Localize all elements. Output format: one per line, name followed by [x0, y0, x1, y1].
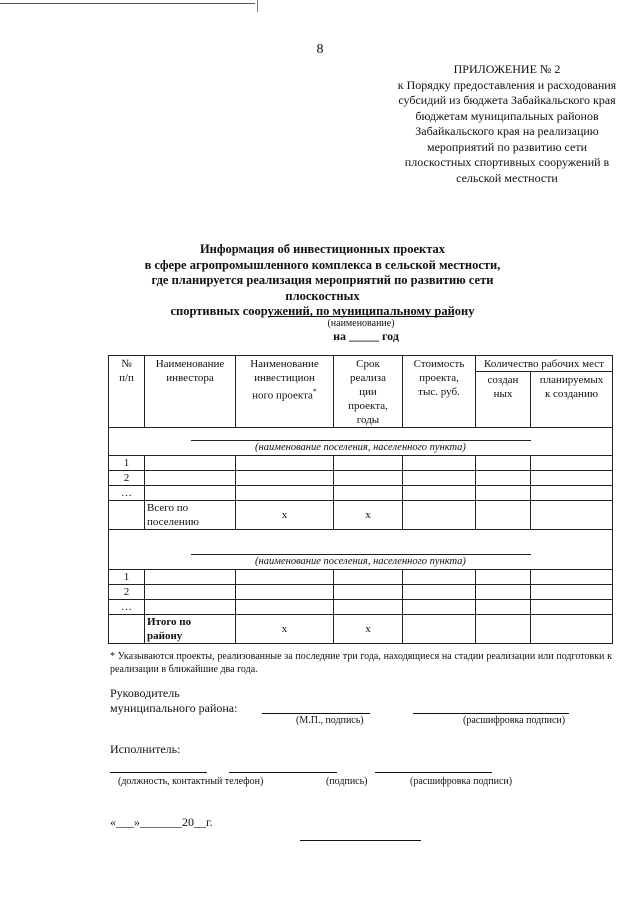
title-line: спортивных сооружений, по муниципальному району	[170, 304, 475, 318]
appendix-header	[372, 62, 640, 186]
settlement-section-header	[109, 428, 613, 456]
district-name-caption: (наименование)	[327, 318, 395, 329]
top-border-line	[0, 3, 255, 4]
title-line: в сфере агропромышленного комплекса в сельской местности,	[144, 257, 501, 272]
position-caption: (должность, контактный телефон)	[118, 776, 264, 787]
decode-caption: (расшифровка подписи)	[463, 715, 566, 726]
header-jobs-created: создан ных	[476, 372, 531, 428]
table-row: 2	[109, 471, 613, 486]
head-decode-line	[413, 713, 569, 714]
head-label-1: Руководитель	[110, 686, 180, 700]
appendix-title: ПРИЛОЖЕНИЕ № 2	[453, 62, 561, 76]
x-mark: x	[334, 615, 403, 644]
header-jobs: Количество рабочих мест	[476, 356, 613, 372]
header-cost: Стоимость проекта, тыс. руб.	[403, 356, 476, 428]
appendix-line: субсидий из бюджета Забайкальского края	[398, 93, 616, 107]
total-row	[109, 615, 613, 644]
executor-signature-line	[229, 772, 337, 773]
appendix-line: к Порядку предоставления и расходования	[397, 77, 617, 92]
x-mark: x	[236, 615, 334, 644]
header-num: № п/п	[109, 356, 145, 428]
appendix-line: Забайкальского края на реализацию	[415, 124, 599, 138]
executor-label: Исполнитель:	[110, 742, 181, 756]
year-line: на _____ год	[333, 329, 399, 343]
total-label: Итого по району	[145, 615, 236, 644]
decode-caption-2: (расшифровка подписи)	[410, 776, 513, 787]
header-project: Наименование инвестицион ного проекта*	[236, 356, 334, 428]
appendix-line: бюджетам муниципальных районов	[415, 108, 599, 123]
table-row: 1	[109, 456, 613, 471]
table-row: …	[109, 600, 613, 615]
x-mark: x	[236, 501, 334, 530]
title-line: где планируется реализация мероприятий по развитию сети плоскостных	[151, 273, 494, 303]
subtotal-row	[109, 501, 613, 530]
x-mark: x	[334, 501, 403, 530]
appendix-line: сельской местности	[456, 170, 558, 185]
district-name-line	[268, 316, 454, 317]
header-jobs-planned: планируемых к созданию	[531, 372, 613, 428]
header-term: Срок реализа ции проекта, годы	[334, 356, 403, 428]
date-line: «___»_______20__г.	[110, 815, 213, 829]
executor-decode-line	[375, 772, 492, 773]
settlement-caption: (наименование поселения, населенного пункта)	[255, 442, 466, 453]
head-label-2: муниципального района:	[110, 701, 238, 715]
position-line	[110, 772, 207, 773]
table-row: 1	[109, 570, 613, 585]
title-line: Информация об инвестиционных проектах	[199, 242, 446, 256]
footnote: * Указываются проекты, реализованные за последние три года, находящиеся на стадии реализации или подготовки к реализации в ближайшие два года.	[110, 651, 612, 675]
appendix-line: плоскостных спортивных сооружений в	[404, 155, 610, 169]
appendix-line: мероприятий по развитию сети	[426, 139, 588, 154]
projects-table	[108, 355, 613, 644]
sign-caption: (подпись)	[326, 776, 368, 787]
settlement-section-header	[109, 530, 613, 570]
document-title	[120, 242, 525, 320]
table-row: …	[109, 486, 613, 501]
subtotal-label: Всего по поселению	[145, 501, 236, 530]
top-tick-mark	[257, 0, 258, 12]
stamp-caption: (М.П., подпись)	[296, 715, 364, 726]
bottom-rule	[300, 840, 421, 841]
table-row: 2	[109, 585, 613, 600]
settlement-caption: (наименование поселения, населенного пункта)	[255, 556, 466, 567]
header-investor: Наименование инвестора	[145, 356, 236, 428]
head-signature-line	[262, 713, 370, 714]
page-number: 8	[316, 42, 324, 57]
